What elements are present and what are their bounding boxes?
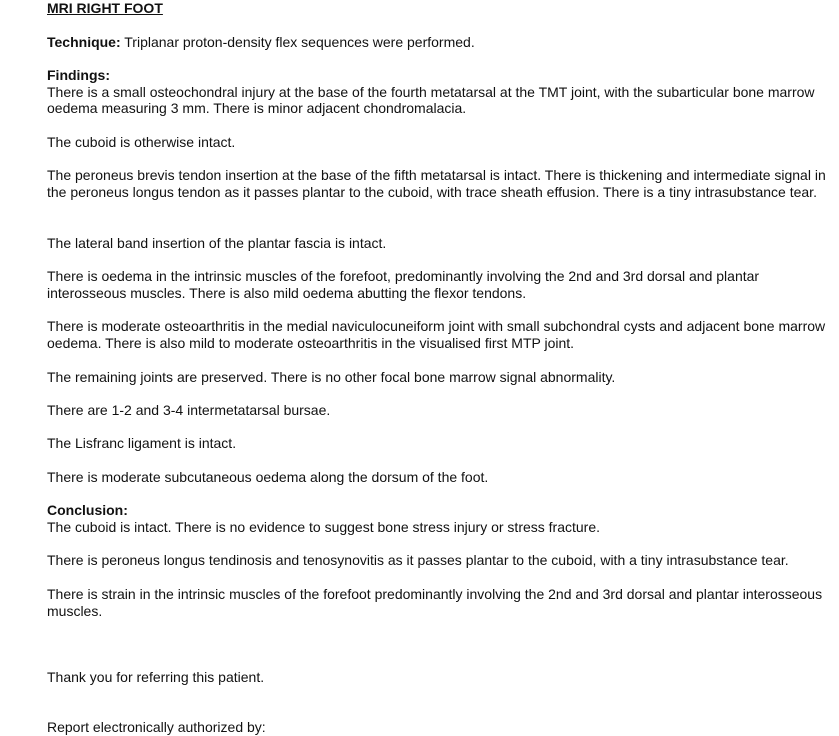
conclusion-paragraph: There is strain in the intrinsic muscles of the forefoot predominantly involving the 2nd and 3rd dorsal and plantar interosseous muscles. xyxy=(47,586,823,619)
report-title: MRI RIGHT FOOT xyxy=(47,0,163,16)
conclusion-paragraph: There is peroneus longus tendinosis and tenosynovitis as it passes plantar to the cuboid, with a tiny intrasubstance tear. xyxy=(47,552,789,568)
finding-paragraph: There is moderate osteoarthritis in the medial naviculocuneiform joint with small subchondral cysts and adjacent bone marrow oedema. There is also mild to moderate osteoarthritis in the visualised first MTP joint. xyxy=(47,318,826,351)
finding-paragraph: There is moderate subcutaneous oedema along the dorsum of the foot. xyxy=(47,469,489,485)
finding-paragraph: There is a small osteochondral injury at the base of the fourth metatarsal at the TMT joint, with the subarticular bone marrow oedema measuring 3 mm. There is minor adjacent chondromalacia. xyxy=(47,83,815,116)
findings-section xyxy=(47,67,827,117)
finding-paragraph: There is oedema in the intrinsic muscles of the forefoot, predominantly involving the 2nd and 3rd dorsal and plantar interosseous muscles. There is also mild oedema abutting the flexor tendons. xyxy=(47,268,760,301)
finding-paragraph: There are 1-2 and 3-4 intermetatarsal bursae. xyxy=(47,402,331,418)
conclusion-heading: Conclusion: xyxy=(47,502,128,518)
finding-paragraph: The lateral band insertion of the plantar fascia is intact. xyxy=(47,235,387,251)
closing-line: Thank you for referring this patient. xyxy=(47,669,265,685)
finding-paragraph: The Lisfranc ligament is intact. xyxy=(47,435,237,451)
finding-paragraph: The peroneus brevis tendon insertion at the base of the fifth metatarsal is intact. There is thickening and intermediate signal in the peroneus longus tendon as it passes plantar to the cuboid, with trace sheath effusion. There is a tiny intrasubstance tear. xyxy=(47,167,826,200)
conclusion-section xyxy=(47,502,827,535)
technique-text: Triplanar proton-density flex sequences were performed. xyxy=(120,34,475,50)
conclusion-paragraph: The cuboid is intact. There is no evidence to suggest bone stress injury or stress fracture. xyxy=(47,518,601,535)
finding-paragraph: The cuboid is otherwise intact. xyxy=(47,134,236,150)
findings-heading: Findings: xyxy=(47,67,110,83)
technique-line xyxy=(47,34,827,51)
finding-paragraph: The remaining joints are preserved. There is no other focal bone marrow signal abnormality. xyxy=(47,369,616,385)
technique-label: Technique: xyxy=(47,34,121,50)
authorization-line: Report electronically authorized by: xyxy=(47,719,266,735)
